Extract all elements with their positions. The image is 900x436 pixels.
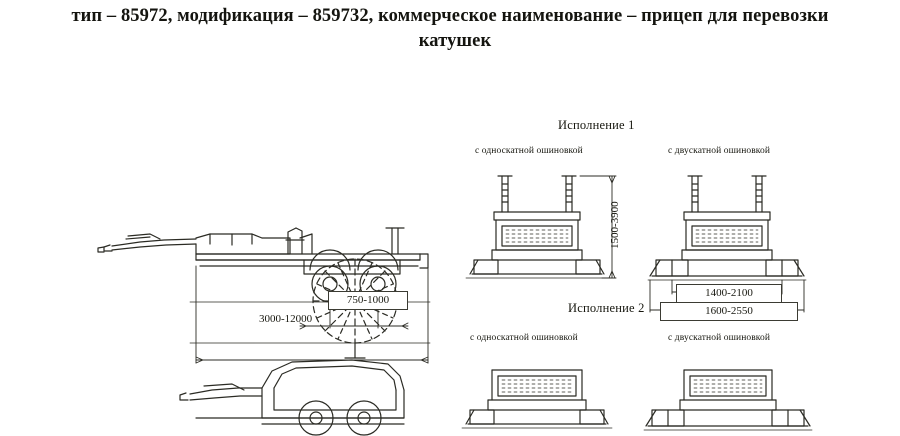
dimension-wheelbase-value: 750-1000: [328, 291, 408, 310]
subheading-v1-dual-tyres: с двускатной ошиновкой: [668, 146, 771, 156]
front-view-v2-dual: [644, 370, 812, 430]
drawing-canvas: [0, 88, 900, 436]
top-view-trailer: [180, 360, 404, 435]
subheading-v2-single-tyres: с односкатной ошиновкой: [470, 333, 578, 343]
technical-drawing: [0, 88, 900, 436]
dimension-overall-length-value: 3000-12000: [259, 313, 313, 325]
dimension-track-outer-value: 1600-2550: [660, 302, 798, 321]
front-view-v1-single: [466, 176, 610, 278]
page-title: [0, 4, 900, 54]
dimension-track-inner-value: 1400-2100: [676, 284, 782, 303]
dimension-height-value: 1500-3900: [609, 201, 621, 249]
subheading-v1-single-tyres: с односкатной ошиновкой: [475, 146, 583, 156]
front-view-v2-single: [462, 370, 612, 428]
front-view-v1-dual: [648, 176, 806, 280]
heading-variant-1: Исполнение 1: [558, 118, 635, 132]
subheading-v2-dual-tyres: с двускатной ошиновкой: [668, 333, 771, 343]
heading-variant-2: Исполнение 2: [568, 301, 645, 315]
page-title-line-1: тип – 85972, модификация – 859732, коммерческое наименование – прицеп для перевозки: [71, 6, 829, 26]
page-title-line-2: катушек: [418, 31, 492, 51]
